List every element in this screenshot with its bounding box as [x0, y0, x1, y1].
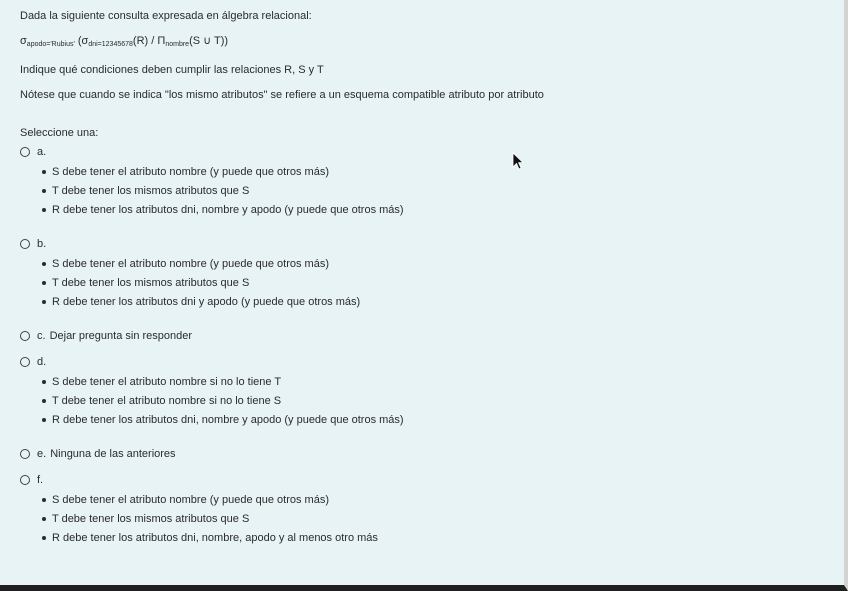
condition-text: T debe tener el atributo nombre si no lo tiene S: [52, 394, 282, 407]
option-e-text: Ninguna de las anteriores: [50, 448, 176, 460]
bullet-dot-icon: [42, 399, 46, 403]
bullet-dot-icon: [42, 189, 46, 193]
condition-text: R debe tener los atributos dni y apodo (y puede que otros más): [52, 295, 361, 308]
radio-button-c[interactable]: [20, 331, 30, 341]
mouse-pointer-icon: [512, 152, 524, 170]
selection-condition-dni: dni=12345678: [88, 41, 133, 48]
bullet-dot-icon: [42, 208, 46, 212]
bullet-dot-icon: [42, 536, 46, 540]
projection-symbol: Π: [157, 35, 166, 47]
condition-text: R debe tener los atributos dni, nombre y apodo (y puede que otros más): [52, 203, 404, 216]
list-item: [42, 391, 830, 410]
condition-text: S debe tener el atributo nombre (y puede que otros más): [52, 493, 329, 506]
bullet-dot-icon: [42, 498, 46, 502]
option-b[interactable]: [20, 237, 830, 311]
option-letter: f.: [37, 474, 44, 486]
list-item: [42, 162, 830, 181]
option-a[interactable]: [20, 145, 830, 219]
list-item: [42, 273, 830, 292]
question-note: Nótese que cuando se indica "los mismo atributos" se refiere a un esquema compatible atributo por atributo: [20, 89, 544, 101]
bullet-dot-icon: [42, 262, 46, 266]
radio-button-e[interactable]: [20, 449, 30, 459]
condition-text: T debe tener los mismos atributos que S: [52, 512, 250, 525]
bullet-dot-icon: [42, 300, 46, 304]
bullet-dot-icon: [42, 418, 46, 422]
query-open-paren: (: [74, 35, 82, 47]
option-e[interactable]: [20, 447, 830, 461]
list-item: [42, 292, 830, 311]
condition-text: T debe tener los mismos atributos que S: [52, 184, 250, 197]
bullet-dot-icon: [42, 281, 46, 285]
question-content: [20, 9, 830, 547]
option-letter: a.: [37, 146, 47, 158]
relational-algebra-query: [20, 34, 830, 52]
option-letter: e.: [37, 448, 47, 460]
selection-symbol-inner: σ: [81, 35, 89, 47]
list-item: [42, 528, 830, 547]
option-c[interactable]: [20, 329, 830, 343]
radio-button-f[interactable]: [20, 475, 30, 485]
query-division: (R) /: [132, 35, 158, 47]
list-item: [42, 509, 830, 528]
list-item: [42, 254, 830, 273]
option-b-conditions: [20, 254, 830, 311]
list-item: [42, 181, 830, 200]
bullet-dot-icon: [42, 380, 46, 384]
selection-condition-apodo: apodo='Rubius': [26, 41, 75, 48]
option-f-conditions: [20, 490, 830, 547]
condition-text: S debe tener el atributo nombre (y puede que otros más): [52, 165, 329, 178]
option-letter: c.: [37, 330, 46, 342]
question-instruction: Indique qué condiciones deben cumplir las relaciones R, S y T: [20, 64, 324, 76]
option-d[interactable]: [20, 355, 830, 429]
question-intro: Dada la siguiente consulta expresada en álgebra relacional:: [20, 10, 312, 22]
condition-text: R debe tener los atributos dni, nombre, apodo y al menos otro más: [52, 531, 378, 544]
condition-text: S debe tener el atributo nombre si no lo tiene T: [52, 375, 282, 388]
list-item: [42, 410, 830, 429]
radio-button-a[interactable]: [20, 147, 30, 157]
condition-text: R debe tener los atributos dni, nombre y apodo (y puede que otros más): [52, 413, 404, 426]
condition-text: S debe tener el atributo nombre (y puede que otros más): [52, 257, 329, 270]
option-c-text: Dejar pregunta sin responder: [49, 330, 193, 342]
radio-button-b[interactable]: [20, 239, 30, 249]
option-letter: d.: [37, 356, 47, 368]
bullet-dot-icon: [42, 170, 46, 174]
list-item: [42, 372, 830, 391]
query-union: (S ∪ T)): [189, 35, 229, 47]
condition-text: T debe tener los mismos atributos que S: [52, 276, 250, 289]
select-one-label: Seleccione una:: [20, 127, 99, 139]
option-a-conditions: [20, 162, 830, 219]
option-f[interactable]: [20, 473, 830, 547]
option-letter: b.: [37, 238, 47, 250]
radio-button-d[interactable]: [20, 357, 30, 367]
option-d-conditions: [20, 372, 830, 429]
list-item: [42, 200, 830, 219]
projection-attribute: nombre: [165, 41, 190, 48]
bullet-dot-icon: [42, 517, 46, 521]
selection-symbol: σ: [20, 35, 27, 47]
list-item: [42, 490, 830, 509]
